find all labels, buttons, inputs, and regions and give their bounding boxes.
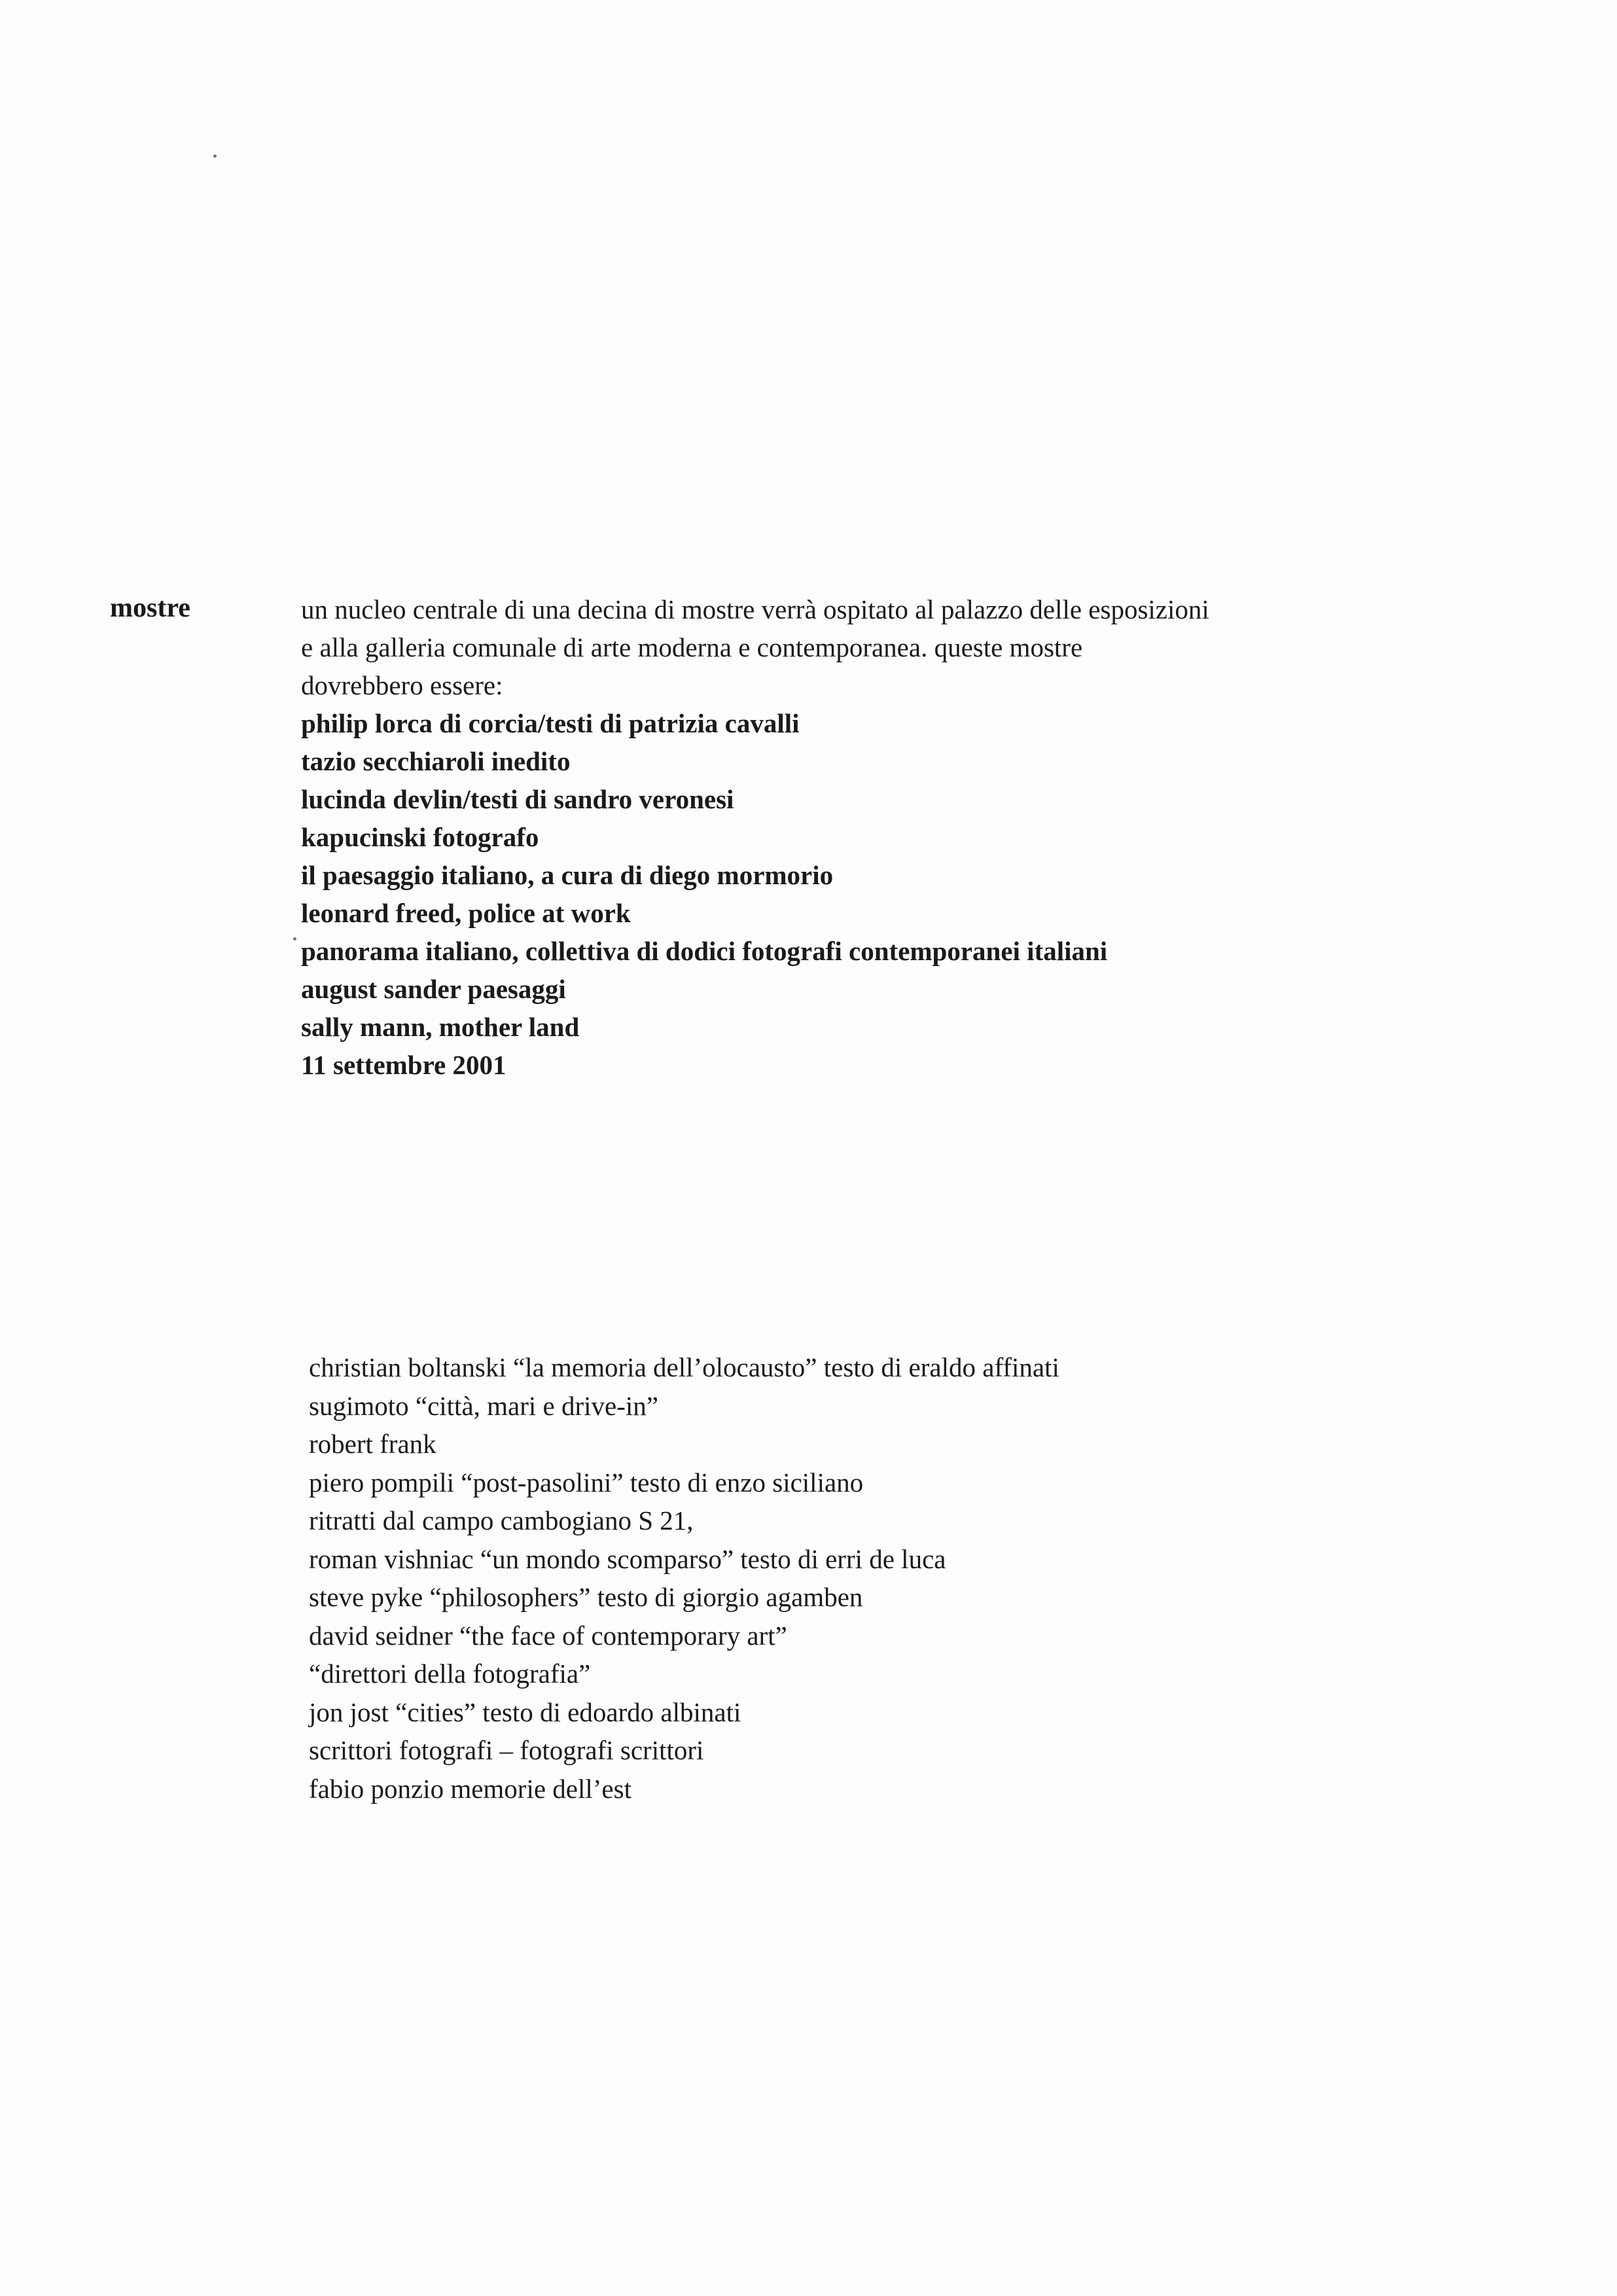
exhibition-item: philip lorca di corcia/testi di patrizia cavalli xyxy=(301,708,800,738)
exhibition-item: sugimoto “città, mari e drive-in” xyxy=(309,1390,658,1421)
exhibition-item: robert frank xyxy=(309,1429,436,1459)
exhibition-item: roman vishniac “un mondo scomparso” testo di erri de luca xyxy=(309,1543,946,1574)
exhibition-item: david seidner “the face of contemporary art” xyxy=(309,1620,787,1651)
exhibition-item: leonard freed, police at work xyxy=(301,898,631,928)
exhibition-item: lucinda devlin/testi di sandro veronesi xyxy=(301,784,734,814)
intro-paragraph xyxy=(301,590,1544,704)
intro-line: e alla galleria comunale di arte moderna e contemporanea. queste mostre xyxy=(301,632,1083,662)
exhibition-item: tazio secchiaroli inedito xyxy=(301,746,571,776)
intro-line: dovrebbero essere: xyxy=(301,670,503,700)
exhibition-item: christian boltanski “la memoria dell’olocausto” testo di eraldo affinati xyxy=(309,1352,1059,1382)
scan-speck xyxy=(293,937,296,941)
exhibition-item: august sander paesaggi xyxy=(301,974,566,1004)
exhibition-item: panorama italiano, collettiva di dodici fotografi contemporanei italiani xyxy=(301,936,1108,966)
intro-line: un nucleo centrale di una decina di mostre verrà ospitato al palazzo delle esposizioni xyxy=(301,594,1209,624)
exhibition-item: sally mann, mother land xyxy=(301,1012,580,1042)
additional-exhibitions-list xyxy=(309,1348,1552,1808)
exhibition-item: kapucinski fotografo xyxy=(301,822,539,852)
exhibition-item: il paesaggio italiano, a cura di diego mormorio xyxy=(301,860,834,890)
exhibition-item: scrittori fotografi – fotografi scrittori xyxy=(309,1735,704,1765)
main-exhibitions-list xyxy=(301,704,1544,1084)
scan-speck xyxy=(213,154,217,158)
exhibition-item: 11 settembre 2001 xyxy=(301,1050,506,1080)
exhibition-item: ritratti dal campo cambogiano S 21, xyxy=(309,1505,694,1535)
exhibition-item: steve pyke “philosophers” testo di giorgio agamben xyxy=(309,1582,863,1612)
exhibition-item: jon jost “cities” testo di edoardo albinati xyxy=(309,1696,741,1727)
section-label: mostre xyxy=(110,593,190,623)
exhibition-item: “direttori della fotografia” xyxy=(309,1659,591,1689)
exhibition-item: piero pompili “post-pasolini” testo di enzo siciliano xyxy=(309,1467,864,1498)
exhibition-item: fabio ponzio memorie dell’est xyxy=(309,1773,631,1804)
